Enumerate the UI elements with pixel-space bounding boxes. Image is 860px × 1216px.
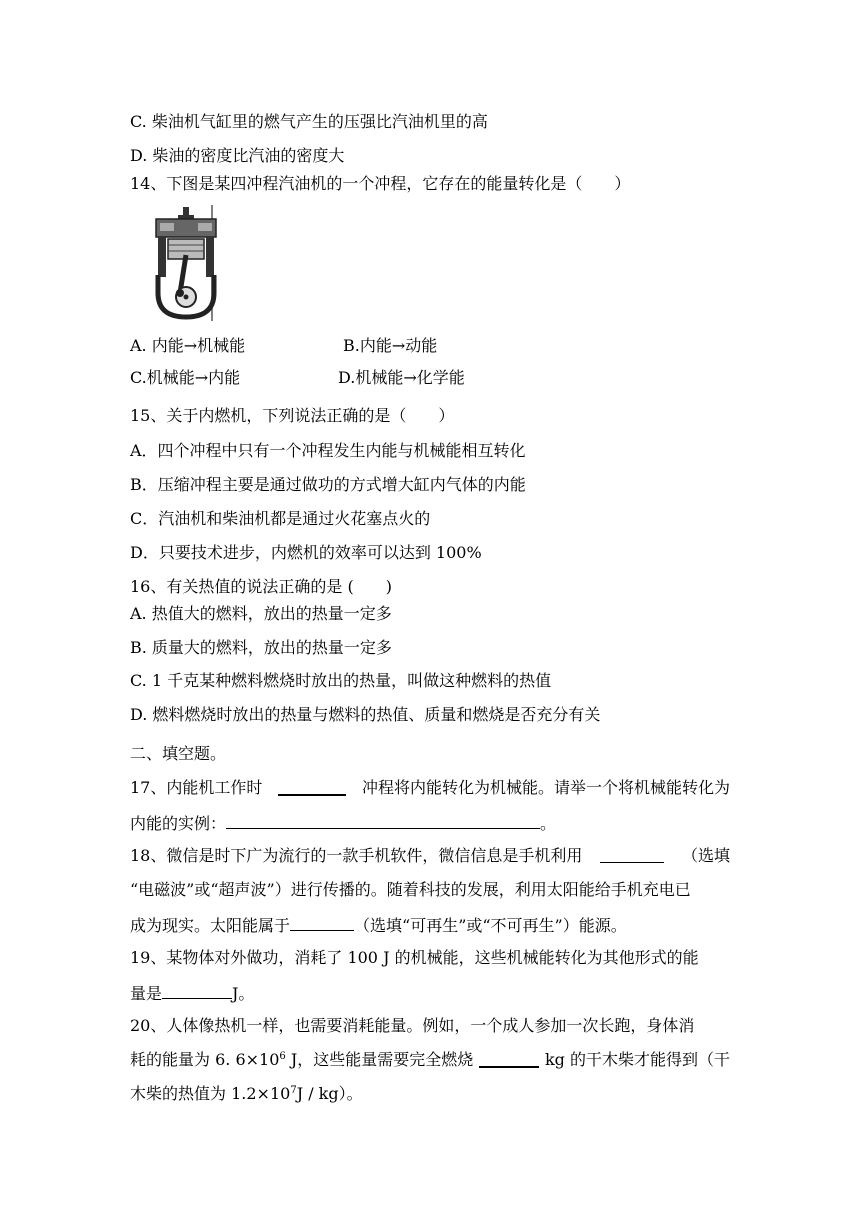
q20-line-3 bbox=[130, 1084, 363, 1104]
q14-option-d: D.机械能→化学能 bbox=[338, 368, 465, 387]
q17-text-4: 。 bbox=[540, 814, 557, 833]
q20-line-1: 20、人体像热机一样，也需要消耗能量。例如，一个成人参加一次长跑，身体消 bbox=[130, 1016, 695, 1035]
q16-option-c: C. 1 千克某种燃料燃烧时放出的热量，叫做这种燃料的热值 bbox=[130, 671, 552, 690]
q15-option-a: A．四个冲程中只有一个冲程发生内能与机械能相互转化 bbox=[130, 441, 526, 460]
q16-option-a: A. 热值大的燃料，放出的热量一定多 bbox=[130, 604, 392, 623]
q19-text-1: 量是 bbox=[130, 984, 163, 1003]
q17-blank-2 bbox=[226, 812, 540, 829]
q15-option-d: D．只要技术进步，内燃机的效率可以达到 100% bbox=[130, 543, 482, 562]
q18-line-2: “电磁波”或“超声波”）进行传播的。随着科技的发展，利用太阳能给手机充电已 bbox=[130, 880, 691, 899]
engine-stroke-diagram bbox=[150, 205, 222, 321]
q17-line-2 bbox=[130, 812, 556, 834]
q15-option-c: C．汽油机和柴油机都是通过火花塞点火的 bbox=[130, 509, 431, 528]
q19-line-1: 19、某物体对外做功，消耗了 100 J 的机械能，这些机械能转化为其他形式的能 bbox=[130, 948, 699, 967]
q17-line-1 bbox=[130, 778, 730, 798]
q20-text-2: kg 的干木柴才能得到（干 bbox=[544, 1050, 730, 1069]
q20-line-2 bbox=[130, 1050, 730, 1070]
q20-heat-base: 木柴的热值为 1.2×10 bbox=[130, 1084, 291, 1103]
q19-text-2: J。 bbox=[232, 984, 255, 1003]
q19-blank-1 bbox=[162, 982, 232, 999]
q13-option-c: C. 柴油机气缸里的燃气产生的压强比汽油机里的高 bbox=[130, 112, 488, 131]
q18-line-1 bbox=[130, 846, 730, 866]
q20-blank-1 bbox=[479, 1050, 539, 1068]
q20-heat-exponent: 7 bbox=[290, 1085, 297, 1096]
q18-text-2: （选填 bbox=[681, 846, 730, 865]
q20-energy-exponent: 6 bbox=[279, 1051, 286, 1062]
q20-energy-base: 耗的能量为 6. 6×10 bbox=[130, 1050, 280, 1069]
q19-line-2 bbox=[130, 982, 254, 1004]
q17-text-1: 17、内能机工作时 bbox=[130, 778, 263, 797]
q14-option-a: A. 内能→机械能 bbox=[130, 336, 246, 355]
q13-option-d: D. 柴油的密度比汽油的密度大 bbox=[130, 146, 345, 165]
q18-blank-2 bbox=[290, 914, 354, 931]
section-title-fill-blank: 二、填空题。 bbox=[130, 744, 227, 763]
q17-text-3: 内能的实例： bbox=[130, 814, 227, 833]
q16-option-b: B. 质量大的燃料，放出的热量一定多 bbox=[130, 638, 392, 657]
q18-text-4: （选填“可再生”或“不可再生”）能源。 bbox=[354, 916, 627, 935]
q14-option-c: C.机械能→内能 bbox=[130, 368, 241, 387]
q18-text-3: 成为现实。太阳能属于 bbox=[130, 916, 291, 935]
q17-blank-1 bbox=[278, 778, 346, 796]
q14-stem: 14、下图是某四冲程汽油机的一个冲程，它存在的能量转化是（ ） bbox=[130, 174, 631, 193]
q15-option-b: B．压缩冲程主要是通过做功的方式增大缸内气体的内能 bbox=[130, 475, 526, 494]
q18-text-1: 18、微信是时下广为流行的一款手机软件，微信信息是手机利用 bbox=[130, 846, 583, 865]
q20-heat-rest: J / kg）。 bbox=[296, 1084, 363, 1103]
q15-stem: 15、关于内燃机，下列说法正确的是（ ） bbox=[130, 406, 455, 425]
q18-blank-1 bbox=[600, 846, 664, 863]
q16-stem: 16、有关热值的说法正确的是 ( ) bbox=[130, 577, 392, 596]
q16-option-d: D. 燃料燃烧时放出的热量与燃料的热值、质量和燃烧是否充分有关 bbox=[130, 705, 601, 724]
q14-option-b: B.内能→动能 bbox=[343, 336, 438, 355]
q17-text-2: 冲程将内能转化为机械能。请举一个将机械能转化为 bbox=[361, 778, 730, 797]
q20-energy-rest: J，这些能量需要完全燃烧 bbox=[285, 1050, 474, 1069]
q20-text-1 bbox=[130, 1050, 473, 1070]
q18-line-3 bbox=[130, 914, 627, 936]
